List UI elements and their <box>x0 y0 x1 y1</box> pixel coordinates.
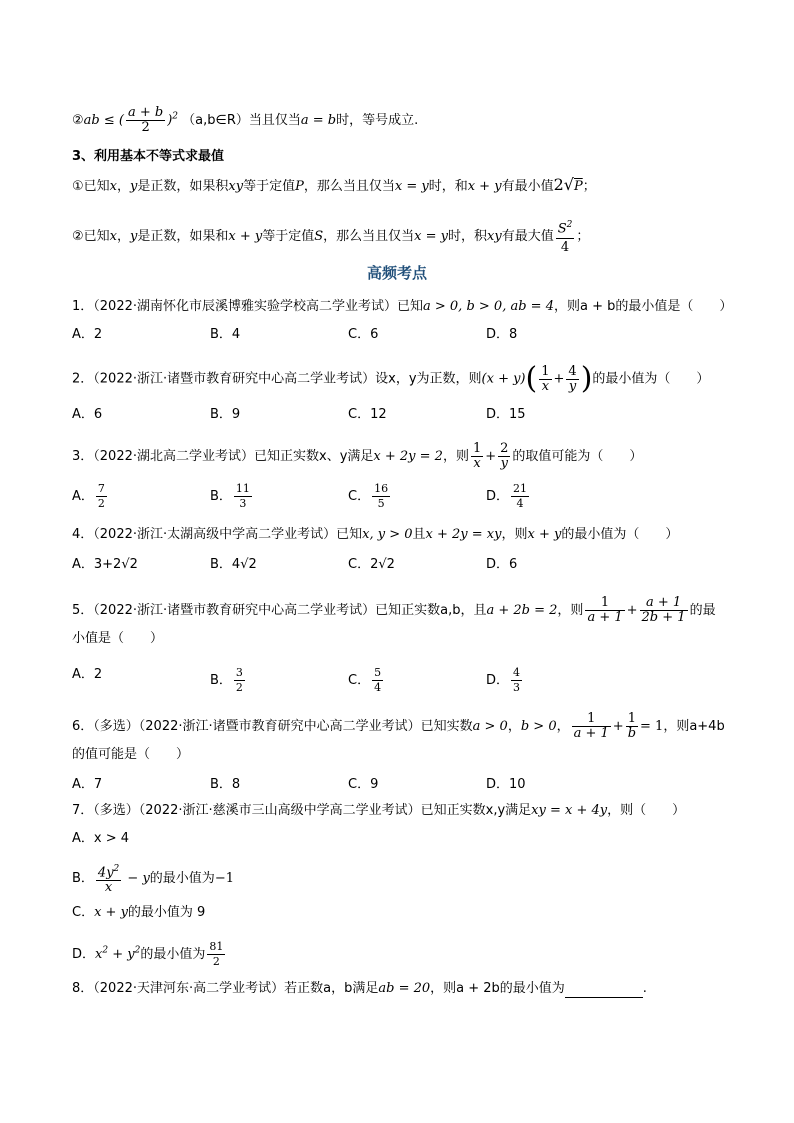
marker: ② <box>72 113 84 128</box>
t: 有最小值 <box>501 179 554 194</box>
opt-label: A． <box>72 489 94 504</box>
x-plus-y: x + y <box>228 229 263 245</box>
opt-label: D． <box>72 947 96 962</box>
opt-text: 的最小值为 <box>149 871 215 887</box>
formula: ab ≤ ( <box>83 113 124 128</box>
x-plus-y: x + y <box>467 179 502 194</box>
opt-label: B． <box>210 673 232 688</box>
q-num: 6． <box>72 719 94 734</box>
frac-b: $\frac{1}{b}$ <box>627 711 637 741</box>
question-2 <box>72 361 710 396</box>
var-x: x <box>109 179 117 194</box>
q-cond: x, y > 0 <box>362 527 413 542</box>
q-num: 8． <box>72 981 94 996</box>
opt-label: D． <box>486 489 510 504</box>
opt-label: D． <box>486 673 510 688</box>
q-num: 1． <box>72 299 94 314</box>
opt-label: C． <box>348 489 371 504</box>
var-y: y <box>130 229 138 245</box>
q-text: （2022·浙江·诸暨市教育研究中心高二学业考试）已知正实数a,b，且 <box>93 603 487 618</box>
q1-option-d[interactable]: D．8 <box>486 327 518 342</box>
t: 等于定值 <box>243 179 296 194</box>
frac: $\frac{4y^2}{x}$ <box>97 864 120 896</box>
q-tail: ，则a + 2b的最小值为 <box>430 981 565 996</box>
xy: xy <box>228 179 244 194</box>
q4-option-b[interactable]: B．4√2 <box>210 557 257 572</box>
q-tail: ，则a+4b <box>663 719 725 734</box>
q-tail: 的最小值为（ ） <box>561 527 679 542</box>
frac-a: $\frac{1}{a + 1}$ <box>573 711 609 741</box>
q-cond: x + 2y = 2 <box>373 449 443 464</box>
t: 是正数，如果和 <box>137 229 229 245</box>
q-cond: a + 2b = 2 <box>486 603 558 618</box>
question-3: 3．（2022·湖北高二学业考试）已知正实数x、y满足x + 2y = 2，则 $\frac{1}{x}$ + $\frac{2}{y}$ 的取值可能为（ ） <box>72 441 643 471</box>
question-5-line2: 小值是（ ） <box>72 631 164 646</box>
q6-option-c[interactable]: C．9 <box>348 777 379 792</box>
q-text: （多选）（2022·浙江·诸暨市教育研究中心高二学业考试）已知实数 <box>93 719 473 734</box>
section-title: 高频考点 <box>366 264 427 282</box>
t: ，那么当且仅当 <box>303 179 395 194</box>
q7-option-a[interactable]: A．x > 4 <box>72 831 130 846</box>
min-value: 2√P <box>553 175 583 194</box>
q-cond2: x + 2y = xy <box>425 527 502 542</box>
q2-option-b[interactable]: B．9 <box>210 407 241 422</box>
q-cond: a > 0, b > 0, ab = 4 <box>423 299 554 314</box>
t: 是正数，如果积 <box>137 179 229 194</box>
q6-option-d[interactable]: D．10 <box>486 777 526 792</box>
question-6-line2: 的值可能是（ ） <box>72 747 190 762</box>
q7-option-d[interactable] <box>72 940 227 969</box>
q2-option-a[interactable]: A．6 <box>72 407 103 422</box>
frac: $\frac{3}{2}$ <box>235 666 243 694</box>
frac-1-x: $\frac{1}{x}$ <box>472 441 482 471</box>
q-expr: (x + y) <box>481 371 526 387</box>
q-cond2: b > 0 <box>520 719 557 734</box>
q7-option-c[interactable] <box>72 904 205 922</box>
q5-option-b[interactable] <box>210 666 247 695</box>
formula-tail: )$^2$ <box>167 111 179 128</box>
q3-option-a[interactable] <box>72 482 109 511</box>
t: 有最大值 <box>501 229 554 245</box>
q5-option-d[interactable] <box>486 666 524 695</box>
frac-b: $\frac{a + 1}{2b + 1}$ <box>641 595 686 625</box>
fraction: $\frac{a + b}{2}$ <box>127 105 164 135</box>
paren-left: ( <box>525 361 538 396</box>
q-tail: 的取值可能为（ ） <box>512 449 643 464</box>
q1-option-c[interactable]: C．6 <box>348 327 379 342</box>
opt-text: 的最小值为 <box>140 947 206 962</box>
frac-1-x: $\frac{1}{x}$ <box>541 363 550 394</box>
frac-a: $\frac{1}{a + 1}$ <box>587 595 623 625</box>
frac: $\frac{11}{3}$ <box>235 482 250 510</box>
q6-option-b[interactable]: B．8 <box>210 777 241 792</box>
var-y: y <box>130 179 138 194</box>
q4-option-a[interactable]: A．3+2√2 <box>72 557 138 572</box>
question-4: 4．（2022·浙江·太湖高级中学高二学业考试）已知x, y > 0且x + 2y = xy，则x + y的最小值为（ ） <box>72 527 679 542</box>
t: 时，和 <box>428 179 468 194</box>
q-num: 2． <box>72 371 94 387</box>
q-num: 5． <box>72 603 94 618</box>
q-cond: xy = x + 4y <box>531 803 608 818</box>
question-1 <box>72 298 732 316</box>
frac: $\frac{4}{3}$ <box>513 666 521 694</box>
q5-option-a[interactable]: A．2 <box>72 667 103 682</box>
opt-text: 的最小值为 9 <box>127 905 206 920</box>
frac: $\frac{16}{5}$ <box>374 482 389 510</box>
q5-option-c[interactable] <box>348 666 385 695</box>
q3-option-b[interactable] <box>210 482 254 511</box>
t: ②已知 <box>72 229 110 245</box>
section3-heading: 3、利用基本不等式求最值 <box>72 149 225 164</box>
expr: − y <box>123 871 150 887</box>
max-value: $\frac{S^2}{4}$ <box>556 216 575 257</box>
t: ①已知 <box>72 179 110 194</box>
P: P <box>295 179 304 194</box>
q4-option-d[interactable]: D．6 <box>486 557 518 572</box>
q-cond: a > 0 <box>472 719 508 734</box>
frac: $\frac{81}{2}$ <box>209 940 224 968</box>
q2-option-c[interactable]: C．12 <box>348 407 387 422</box>
xy: xy <box>487 229 502 245</box>
q2-option-d[interactable]: D．15 <box>486 407 526 422</box>
expr: x + y <box>94 905 128 920</box>
q-text: （2022·湖南怀化市辰溪博雅实验学校高二学业考试）已知 <box>93 299 423 314</box>
t: 时，积 <box>448 229 488 245</box>
s3-line1: ①已知x，y是正数，如果积xy等于定值P，那么当且仅当x = y时，和x + y有最小值2√P； <box>72 175 596 194</box>
q-num: 7． <box>72 803 94 818</box>
x-eq-y: x = y <box>414 229 449 245</box>
value: −1 <box>214 871 234 887</box>
frac: $\frac{5}{4}$ <box>374 666 382 694</box>
question-7 <box>72 802 685 820</box>
q-expr: x + y <box>527 527 562 542</box>
q1-option-b[interactable]: B．4 <box>210 327 241 342</box>
condition-text: （a,b∈R）当且仅当 <box>182 113 301 128</box>
frac: $\frac{7}{2}$ <box>97 482 105 510</box>
q-text: （2022·湖北高二学业考试）已知正实数x、y满足 <box>93 449 374 464</box>
q6-option-a[interactable]: A．7 <box>72 777 103 792</box>
q4-option-c[interactable]: C．2√2 <box>348 557 395 572</box>
q-text: （多选）（2022·浙江·慈溪市三山高级中学高二学业考试）已知正实数x,y满足 <box>93 803 532 818</box>
q7-option-b[interactable] <box>72 862 234 895</box>
q-tail: ，则a + b的最小值是（ ） <box>553 299 733 314</box>
answer-blank[interactable] <box>565 983 643 998</box>
frac-2-y: $\frac{2}{y}$ <box>500 441 509 471</box>
var-x: x <box>109 229 117 245</box>
question-5: 5．（2022·浙江·诸暨市教育研究中心高二学业考试）已知正实数a,b，且a + 2b = 2，则 $\frac{1}{a + 1}$ + $\frac{a + 1}{2b + 1}$ 的最 <box>72 595 716 625</box>
opt-label: B． <box>210 489 232 504</box>
q1-option-a[interactable]: A．2 <box>72 327 103 342</box>
s3-line2: ②已知x，y是正数，如果和x + y等于定值S，那么当且仅当x = y时，积xy有最大值 $\frac{S^2}{4}$ ； <box>72 216 589 257</box>
q-tail: ，则（ ） <box>607 803 686 818</box>
q-tail: 的最 <box>689 603 716 618</box>
q-cond: ab = 20 <box>378 981 431 996</box>
q3-option-c[interactable] <box>348 482 392 511</box>
t: 等于定值 <box>262 229 315 245</box>
t: ，那么当且仅当 <box>323 229 415 245</box>
S: S <box>314 229 324 245</box>
q-text: （2022·浙江·诸暨市教育研究中心高二学业考试）设x，y为正数，则 <box>93 371 482 387</box>
expr: $x^2 + y^2$ <box>95 945 141 962</box>
q-tail: 的最小值为（ ） <box>592 371 710 387</box>
plus: + <box>553 371 565 387</box>
q-num: 4． <box>72 527 94 542</box>
q-text: （2022·浙江·太湖高级中学高二学业考试）已知 <box>93 527 363 542</box>
question-6: 6．（多选）（2022·浙江·诸暨市教育研究中心高二学业考试）已知实数a > 0，b > 0， $\frac{1}{a + 1}$ + $\frac{1}{b}$ = 1，则a+4b <box>72 711 725 741</box>
q3-option-d[interactable] <box>486 482 531 511</box>
frac-4-y: $\frac{4}{y}$ <box>568 363 577 394</box>
q-num: 3． <box>72 449 94 464</box>
question-8: 8．（2022·天津河东·高二学业考试）若正数a，b满足ab = 20，则a + 2b的最小值为 . <box>72 981 647 996</box>
paren-right: ) <box>580 361 593 396</box>
equality: a = b <box>300 113 337 128</box>
x-eq-y: x = y <box>394 179 429 194</box>
opt-label: B． <box>72 871 94 887</box>
q-text: （2022·天津河东·高二学业考试）若正数a，b满足 <box>93 981 379 996</box>
opt-label: C． <box>348 673 371 688</box>
inequality-2-line <box>72 106 418 135</box>
tail-text: 时，等号成立. <box>336 113 419 128</box>
opt-label: C． <box>72 905 95 920</box>
frac: $\frac{21}{4}$ <box>513 482 528 510</box>
